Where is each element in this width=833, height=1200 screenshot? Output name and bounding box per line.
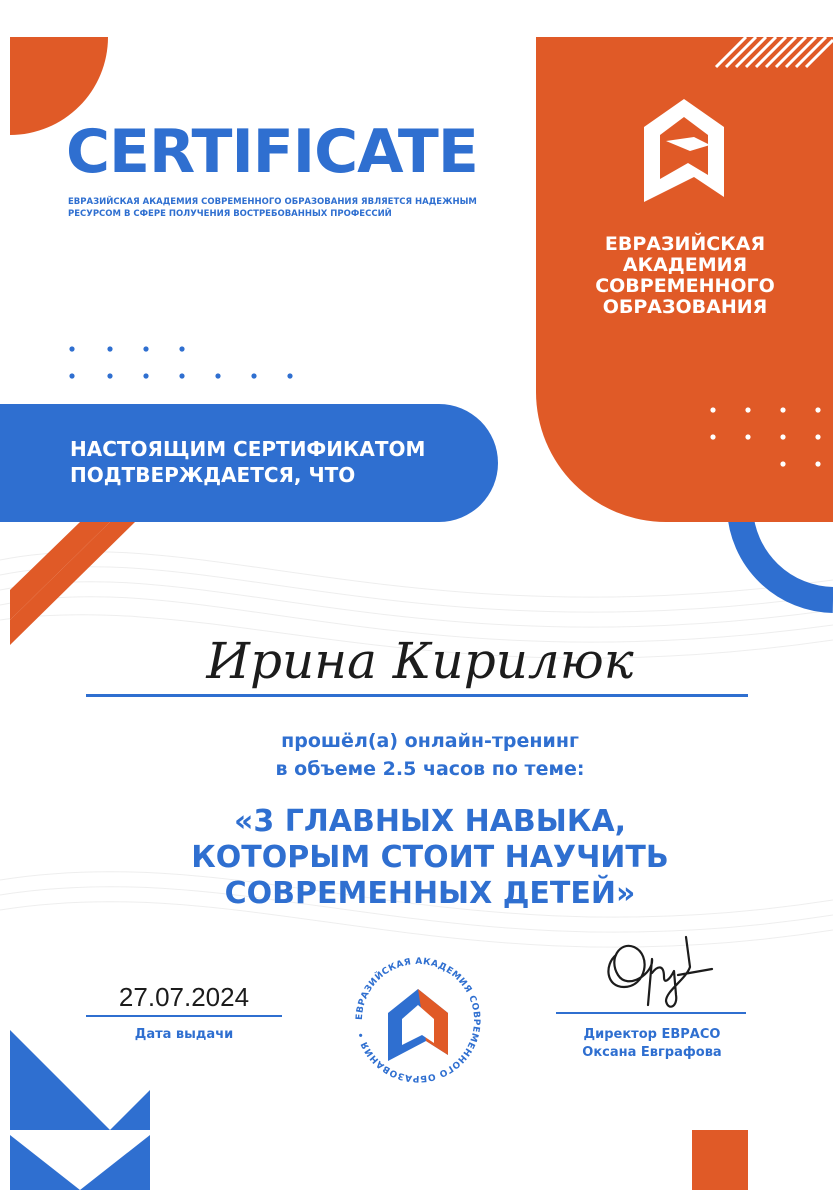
- certificate-subtitle: ЕВРАЗИЙСКАЯ АКАДЕМИЯ СОВРЕМЕННОГО ОБРАЗОВАНИЯ ЯВЛЯЕТСЯ НАДЕЖНЫМ РЕСУРСОМ В СФЕРЕ ПОЛУЧЕНИЯ ВОСТРЕБОВАННЫХ ПРОФЕССИЙ: [68, 197, 477, 219]
- bottom-right-block: [692, 1130, 748, 1190]
- director-signature-icon: [594, 925, 724, 1020]
- issue-date-label: Дата выдачи: [134, 1027, 234, 1042]
- confirm-text: НАСТОЯЩИМ СЕРТИФИКАТОМ ПОДТВЕРЖДАЕТСЯ, ЧТО: [70, 437, 426, 487]
- certificate-title: CERTIFICATE: [66, 117, 478, 187]
- director-caption: Директор ЕВРАСО Оксана Евграфова: [582, 1027, 722, 1060]
- training-topic: «3 ГЛАВНЫХ НАВЫКА, КОТОРЫМ СТОИТ НАУЧИТЬ СОВРЕМЕННЫХ ДЕТЕЙ»: [191, 804, 669, 911]
- seal-text: ЕВРАЗИЙСКАЯ АКАДЕМИЯ СОВРЕМЕННОГО ОБРАЗОВАНИЯ •: [354, 956, 482, 1084]
- academy-house-logo-icon: [644, 99, 724, 202]
- training-text: прошёл(а) онлайн-тренинг в объеме 2.5 часов по теме:: [275, 730, 585, 780]
- date-underline: [86, 1015, 282, 1017]
- academy-seal-icon: [343, 945, 493, 1095]
- recipient-name: Ирина Кирилюк: [206, 632, 634, 690]
- academy-name: ЕВРАЗИЙСКАЯ АКАДЕМИЯ СОВРЕМЕННОГО ОБРАЗОВАНИЯ: [595, 233, 775, 318]
- signature-underline: [556, 1012, 746, 1014]
- blue-dots: [69, 346, 292, 378]
- bottom-left-triangles: [10, 1030, 150, 1190]
- name-underline: [86, 694, 748, 697]
- issue-date: 27.07.2024: [118, 982, 250, 1012]
